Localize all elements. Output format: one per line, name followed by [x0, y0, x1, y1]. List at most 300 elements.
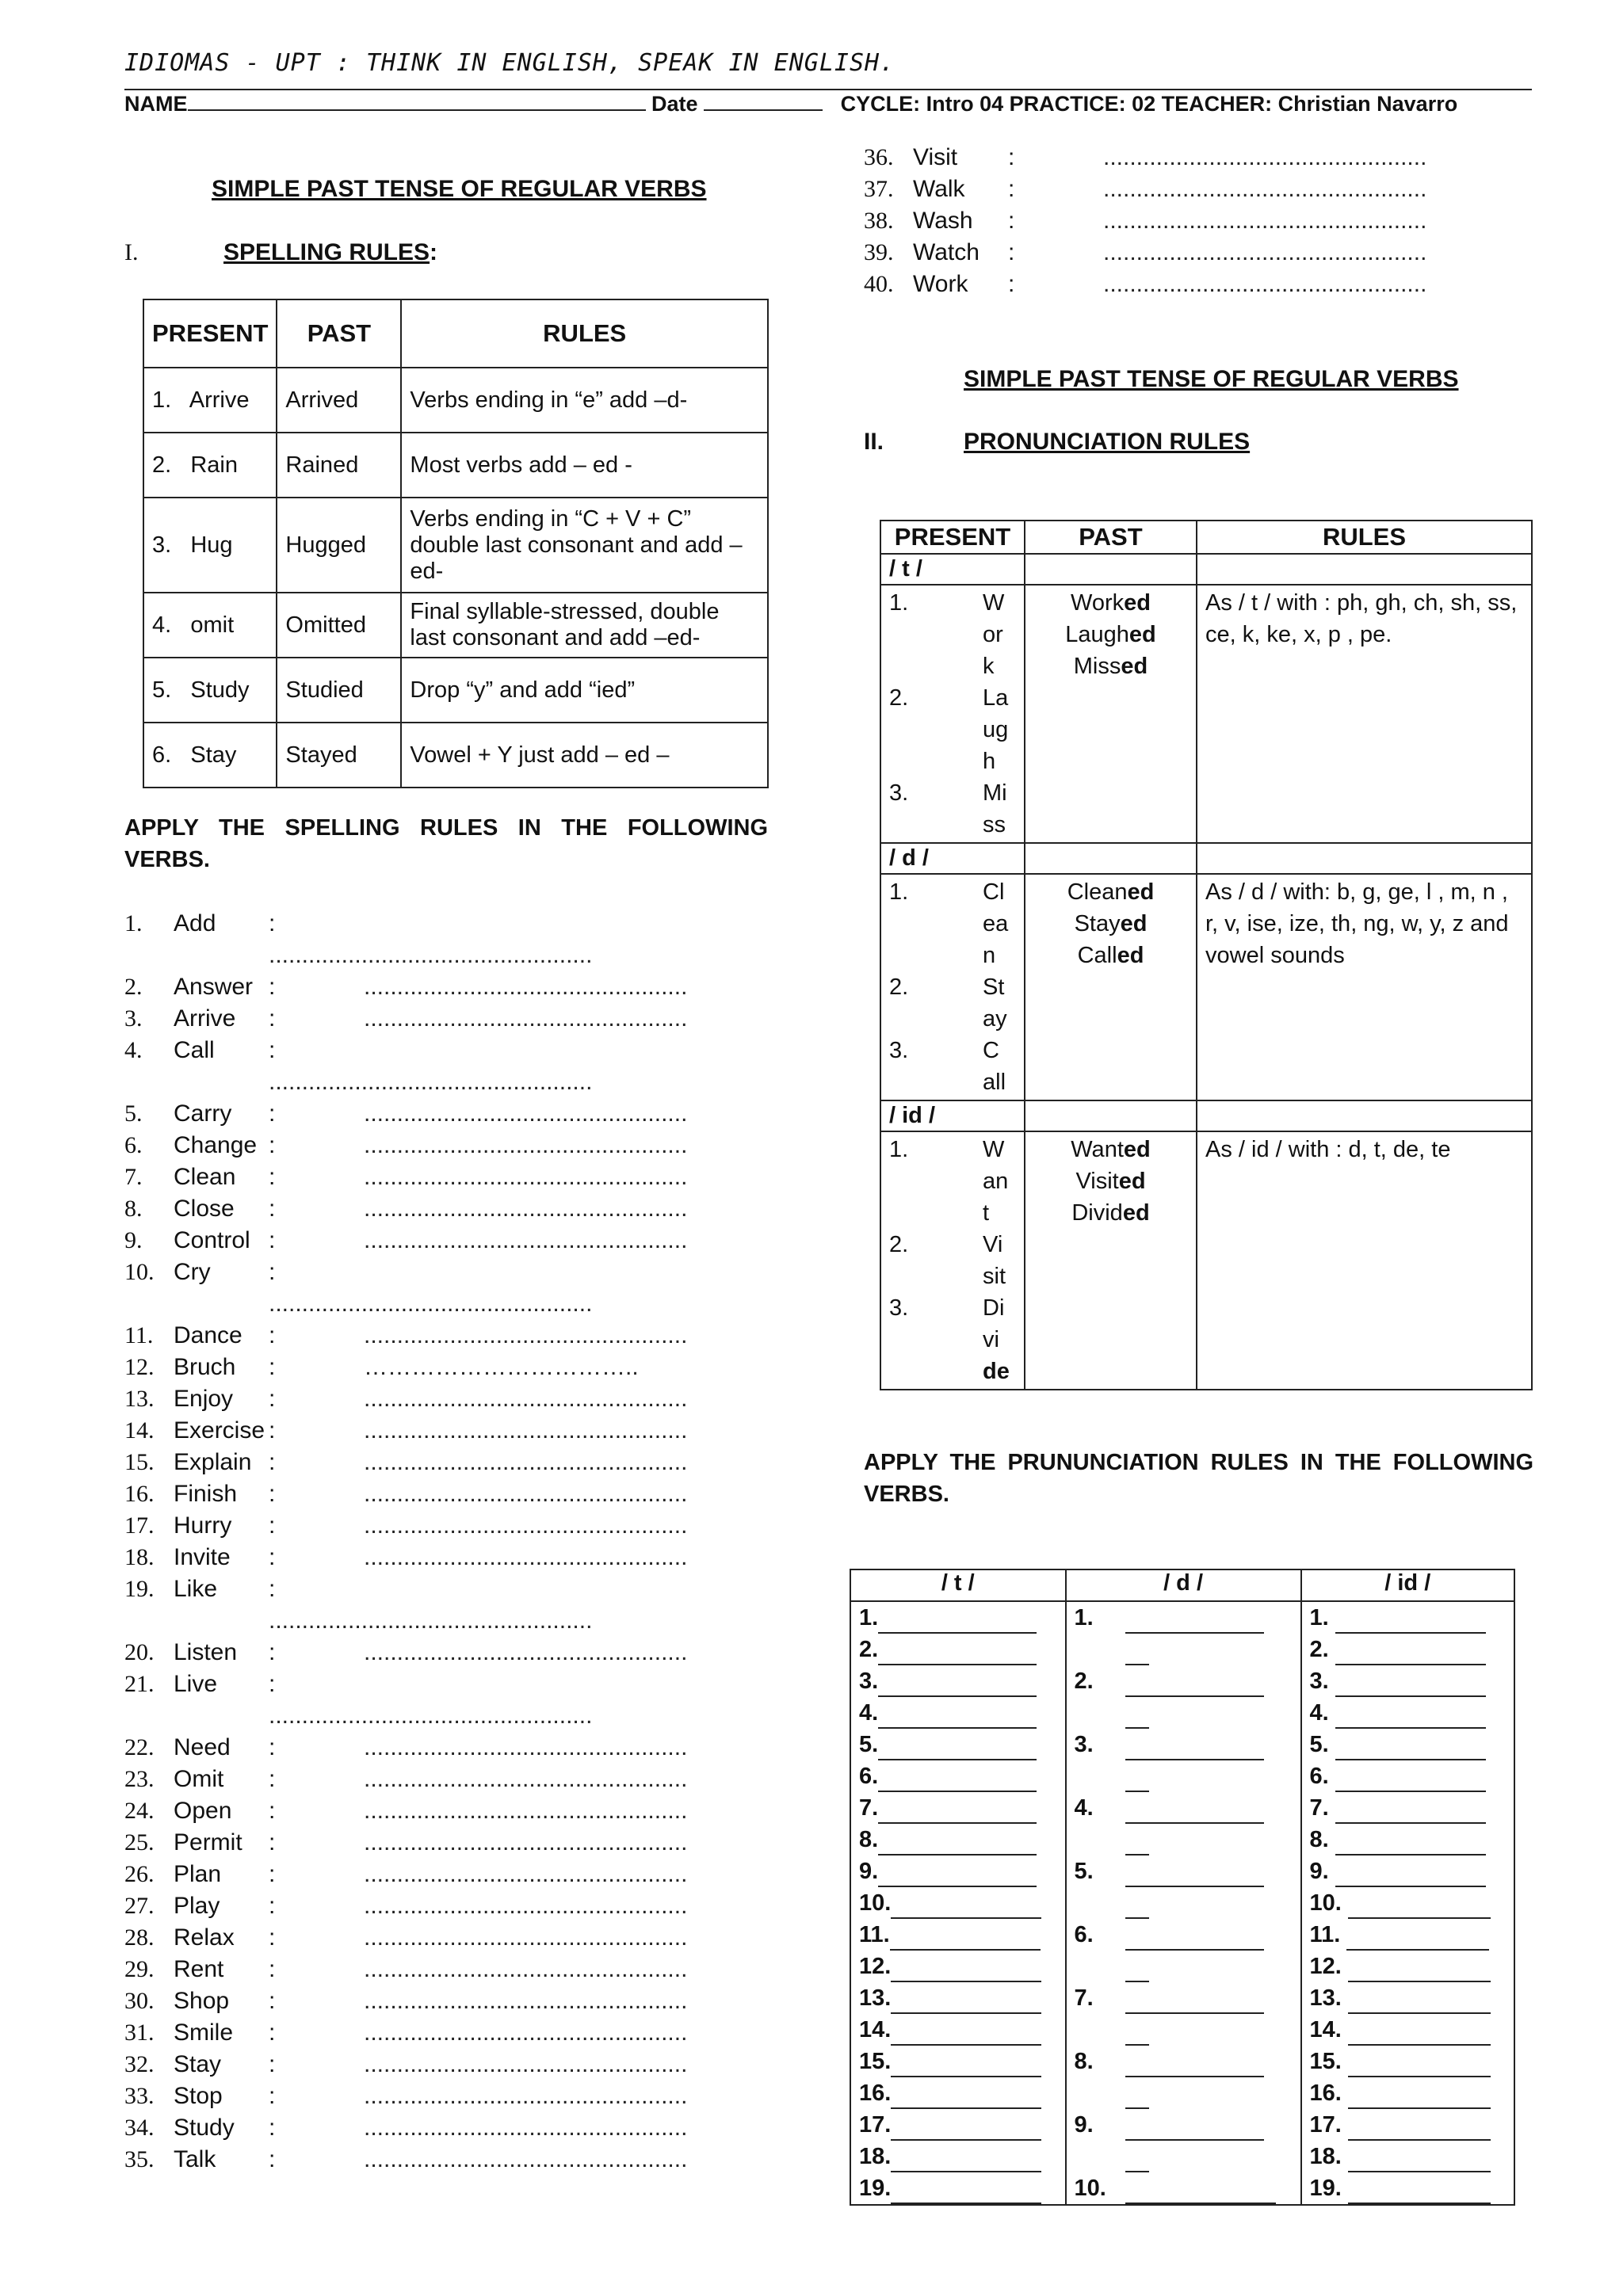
word-fragment: vi: [983, 1327, 999, 1352]
present-cell: [880, 1131, 1025, 1390]
answer-blank[interactable]: [878, 1862, 1037, 1887]
answer-blank[interactable]: [1125, 2147, 1149, 2172]
answer-blank[interactable]: .................................................: [364, 1893, 688, 1919]
answer-number: 2.: [1309, 1637, 1335, 1662]
answer-line: [859, 1634, 1057, 1665]
answer-blank[interactable]: .................................................: [364, 1924, 688, 1951]
row-number: 4.: [152, 612, 172, 638]
answer-blank[interactable]: .................................................: [364, 2051, 688, 2077]
present-cell: [143, 433, 277, 498]
colon: :: [269, 1671, 276, 1697]
present-cell: [880, 874, 1025, 1100]
answer-blank[interactable]: .................................................: [1103, 176, 1427, 202]
answer-line-wrap: [1075, 2077, 1293, 2109]
verb-number: 16.: [124, 1481, 155, 1507]
answer-blank[interactable]: [891, 1989, 1041, 2014]
spacer: [889, 1324, 983, 1356]
answer-blank[interactable]: .................................................: [364, 1132, 688, 1158]
present-cell: [143, 658, 277, 723]
header-rules: RULES: [1197, 521, 1532, 554]
list-item: [124, 1573, 687, 1605]
ending: ed: [1118, 1169, 1146, 1194]
answer-blank[interactable]: .................................................: [364, 974, 688, 1000]
list-item: [124, 1225, 687, 1257]
answer-blank[interactable]: [891, 2052, 1041, 2077]
answer-blank[interactable]: [1125, 1989, 1264, 2014]
answer-blank[interactable]: .................................................: [364, 2083, 688, 2109]
answer-blank[interactable]: .................................................: [269, 1291, 593, 1317]
answer-blank[interactable]: [1125, 2179, 1276, 2204]
empty-cell: [1197, 1100, 1532, 1131]
spacer: [889, 650, 983, 682]
answer-number: 15.: [859, 2049, 892, 2074]
past-cell: [1025, 585, 1197, 843]
answer-number: 9.: [859, 1859, 879, 1884]
list-item: [124, 1954, 687, 1985]
answer-blank[interactable]: [891, 1894, 1041, 1919]
answer-blank[interactable]: [891, 2147, 1041, 2172]
verb-number: 21.: [124, 1671, 155, 1697]
answer-blank[interactable]: [891, 2084, 1041, 2109]
answer-number: 13.: [859, 1985, 892, 2011]
empty-cell: [1025, 554, 1197, 585]
verb-number: 36.: [864, 144, 894, 170]
answer-blank[interactable]: [1335, 1767, 1486, 1792]
verb-list-left: [124, 908, 687, 2176]
answer-blank[interactable]: [1125, 2084, 1149, 2109]
spacer: [889, 1197, 983, 1229]
verb-number: 10.: [124, 1259, 155, 1285]
list-item: [124, 1003, 687, 1035]
word-fragment: sit: [983, 1264, 1006, 1289]
verb-number: 25.: [124, 1829, 155, 1855]
present-cell: [143, 723, 277, 788]
row-number: 2.: [152, 452, 172, 478]
answer-blank[interactable]: [890, 1925, 1041, 1951]
verb-word: Bruch: [174, 1354, 236, 1380]
table-row: [880, 585, 1532, 843]
section-one-title: [223, 239, 437, 266]
empty-cell: [1025, 1100, 1197, 1131]
rule-cell: Verbs ending in “e” add –d-: [401, 368, 768, 433]
colon: :: [269, 2146, 276, 2172]
answer-blank[interactable]: [1125, 1830, 1149, 1855]
present-cell: [143, 593, 277, 658]
verb-number: 31.: [124, 2019, 155, 2046]
answer-blank[interactable]: .................................................: [364, 1322, 688, 1348]
verb-word: Invite: [174, 1544, 231, 1570]
word-fragment: Mi: [983, 780, 1007, 806]
answer-blank[interactable]: [1125, 1862, 1264, 1887]
answer-blank[interactable]: [1125, 2115, 1264, 2141]
answer-line: [859, 2046, 1057, 2077]
spacer: [889, 1003, 983, 1035]
answer-blank[interactable]: .................................................: [1103, 144, 1427, 170]
answer-blank[interactable]: [1335, 1735, 1486, 1760]
spelling-rules-title: SPELLING RULES: [223, 239, 430, 265]
word-fragment: St: [983, 974, 1005, 1000]
answer-blank[interactable]: .................................................: [364, 1386, 688, 1412]
list-item: [124, 908, 687, 940]
verb-word: Talk: [174, 2146, 216, 2172]
answer-blank[interactable]: [1348, 1989, 1491, 2014]
answer-blank[interactable]: .................................................: [364, 1988, 688, 2014]
table-row: [143, 593, 768, 658]
past-cell: Studied: [277, 658, 401, 723]
answer-blank[interactable]: [1335, 1798, 1486, 1824]
colon: :: [269, 1639, 276, 1665]
row-number: 1.: [889, 1137, 909, 1162]
answer-blank[interactable]: [1348, 2084, 1491, 2109]
verb-word: Wash: [913, 208, 973, 234]
rule-cell: Final syllable-stressed, double last consonant and add –ed-: [401, 593, 768, 658]
list-item: [124, 1795, 687, 1827]
answer-blank[interactable]: .................................................: [364, 1861, 688, 1887]
past-form: Laughed: [1065, 622, 1156, 647]
verb-word: Arrive: [174, 1005, 236, 1032]
list-item: [124, 2081, 687, 2112]
answer-blank[interactable]: .................................................: [364, 1512, 688, 1539]
answer-blank[interactable]: [1348, 2115, 1491, 2141]
answer-blank[interactable]: [1348, 1894, 1491, 1919]
verb-word: Open: [174, 1798, 232, 1824]
ending: ed: [1123, 1137, 1151, 1162]
row-number: 3.: [889, 780, 909, 806]
answer-line: [1075, 1729, 1293, 1760]
spelling-rules-table: [143, 299, 769, 788]
answer-blank[interactable]: .................................................: [364, 1766, 688, 1792]
answer-line: [1075, 1982, 1293, 2014]
list-item: [124, 1827, 687, 1859]
list-item: [124, 1447, 687, 1478]
present-verb: Arrive: [189, 387, 250, 413]
verb-word: Finish: [174, 1481, 238, 1507]
colon: :: [269, 1227, 276, 1253]
present-verb: Study: [190, 677, 250, 703]
colon: :: [269, 1924, 276, 1951]
answer-line: [1310, 2046, 1506, 2077]
answer-blank[interactable]: [1348, 1957, 1491, 1982]
answer-blank[interactable]: [1335, 1862, 1486, 1887]
row-number: 1.: [889, 590, 909, 616]
answer-number: 15.: [1309, 2049, 1348, 2074]
answer-number: 5.: [1074, 1859, 1094, 1884]
present-cell: [143, 498, 277, 593]
colon: :: [269, 1164, 276, 1190]
answer-line: [1075, 2109, 1293, 2141]
answer-line: [859, 1760, 1057, 1792]
answer-blank[interactable]: [878, 1798, 1037, 1824]
answer-header-t: / t /: [850, 1569, 1066, 1601]
group-label-row: [880, 1100, 1532, 1131]
answer-blank[interactable]: .................................................: [364, 1829, 688, 1855]
answer-line: [1310, 1697, 1506, 1729]
answer-blank[interactable]: .................................................: [1103, 239, 1427, 265]
apply-spelling-instruction: APPLY THE SPELLING RULES IN THE FOLLOWING VERBS.: [124, 815, 768, 872]
answer-line: [1310, 2172, 1506, 2204]
answer-blank[interactable]: .................................................: [364, 1196, 688, 1222]
answer-number: 6.: [1074, 1922, 1094, 1947]
answer-line: [859, 2077, 1057, 2109]
course-info: CYCLE: Intro 04 PRACTICE: 02 TEACHER: Christian Navarro: [840, 92, 1458, 116]
answer-line: [859, 1951, 1057, 1982]
answer-blank[interactable]: [1125, 1767, 1149, 1792]
answer-number: 9.: [1309, 1859, 1335, 1884]
answer-blank[interactable]: [1125, 1672, 1264, 1697]
word-fragment: all: [983, 1070, 1006, 1095]
name-blank[interactable]: [188, 109, 646, 111]
verb-number: 13.: [124, 1386, 155, 1412]
colon: :: [269, 1322, 276, 1348]
answer-number: 18.: [1309, 2144, 1348, 2169]
past-cell: [1025, 874, 1197, 1100]
colon: :: [269, 1196, 276, 1222]
answer-blank[interactable]: [1125, 1925, 1264, 1951]
list-item: [124, 1890, 687, 1922]
answer-number: 5.: [859, 1732, 879, 1757]
empty-cell: [1197, 843, 1532, 874]
answer-line: [1075, 2046, 1293, 2077]
answer-line: [1310, 2077, 1506, 2109]
header-present: PRESENT: [880, 521, 1025, 554]
answer-line: [859, 1824, 1057, 1855]
answer-column-id: [1301, 1601, 1514, 2205]
answer-blank[interactable]: .................................................: [364, 1481, 688, 1507]
verb-number: 40.: [864, 271, 894, 297]
answer-blank[interactable]: .................................................: [1103, 208, 1427, 234]
answer-blank[interactable]: [878, 1830, 1037, 1855]
verb-word: Walk: [913, 176, 965, 202]
answer-line: [1310, 1824, 1506, 1855]
verb-word: Call: [174, 1037, 215, 1063]
verb-word: Plan: [174, 1861, 222, 1887]
verb-word: Clean: [174, 1164, 236, 1190]
answer-blank[interactable]: .................................................: [269, 942, 593, 968]
group-label: / d /: [880, 843, 1025, 874]
answer-blank[interactable]: .................................................: [364, 2146, 688, 2172]
answer-blank[interactable]: ……………………………..: [364, 1354, 639, 1380]
answer-blank[interactable]: .................................................: [364, 1005, 688, 1032]
answer-blank[interactable]: [1125, 1957, 1149, 1982]
answer-blank[interactable]: [1335, 1703, 1486, 1729]
list-item: [124, 1098, 687, 1130]
word-fragment: ay: [983, 1006, 1007, 1032]
word-fragment: Vi: [983, 1232, 1003, 1257]
colon: :: [269, 1798, 276, 1824]
verb-word: Relax: [174, 1924, 235, 1951]
table-row: [880, 1131, 1532, 1390]
ending: ed: [1121, 654, 1148, 679]
rule-cell: As / t / with : ph, gh, ch, sh, ss, ce, k, ke, x, p , pe.: [1197, 585, 1532, 843]
answer-blank[interactable]: [891, 1957, 1041, 1982]
answer-number: 8.: [1074, 2049, 1094, 2074]
word-fragment: W: [983, 1137, 1005, 1162]
answer-blank[interactable]: .................................................: [364, 1100, 688, 1127]
header-fields: [124, 92, 1457, 116]
answer-line: [1310, 1982, 1506, 2014]
verb-number: 4.: [124, 1037, 143, 1063]
pronunciation-rules-title: PRONUNCIATION RULES: [964, 429, 1251, 455]
colon: :: [269, 1386, 276, 1412]
answer-blank[interactable]: [1125, 1608, 1264, 1634]
answer-blank[interactable]: .................................................: [269, 1608, 593, 1634]
header-past: PAST: [277, 299, 401, 368]
answer-blank[interactable]: .................................................: [364, 1734, 688, 1760]
verb-number: 1.: [124, 910, 143, 936]
verb-word: Watch: [913, 239, 980, 265]
answer-blank[interactable]: [878, 1735, 1037, 1760]
answer-blank[interactable]: .................................................: [364, 2019, 688, 2046]
row-number: 3.: [889, 1038, 909, 1063]
answer-blank[interactable]: .................................................: [364, 1449, 688, 1475]
answer-blank[interactable]: [1125, 1798, 1264, 1824]
answer-blank[interactable]: .................................................: [269, 1069, 593, 1095]
verb-word: Shop: [174, 1988, 230, 2014]
answer-blank[interactable]: .................................................: [364, 1227, 688, 1253]
answer-blank[interactable]: .................................................: [364, 1417, 688, 1444]
answer-blank[interactable]: [878, 1672, 1037, 1697]
apply-pronunciation-instruction: APPLY THE PRUNUNCIATION RULES IN THE FOLLOWING VERBS.: [864, 1450, 1533, 1507]
answer-line: [1310, 1792, 1506, 1824]
answer-blank[interactable]: [891, 2020, 1041, 2046]
word-fragment: t: [983, 1200, 990, 1226]
rule-cell: Drop “y” and add “ied”: [401, 658, 768, 723]
answer-blank[interactable]: .................................................: [364, 2115, 688, 2141]
verb-word: Visit: [913, 144, 958, 170]
answer-blank[interactable]: [878, 1608, 1037, 1634]
colon: :: [269, 1956, 276, 1982]
answer-blank[interactable]: .................................................: [364, 1544, 688, 1570]
answer-number: 7.: [1074, 1985, 1094, 2011]
answer-number: 3.: [1309, 1669, 1335, 1694]
date-blank[interactable]: [704, 109, 823, 111]
answer-blank[interactable]: [1125, 1735, 1264, 1760]
answer-line: [1075, 1602, 1293, 1634]
answer-blank[interactable]: [1125, 1640, 1149, 1665]
answer-number: 10.: [1074, 2176, 1106, 2201]
list-item: [864, 237, 1426, 269]
verb-number: 18.: [124, 1544, 155, 1570]
banner-title: IDIOMAS - UPT : THINK IN ENGLISH, SPEAK IN ENGLISH.: [124, 49, 896, 77]
answer-blank[interactable]: [1348, 2052, 1491, 2077]
answer-blank[interactable]: [1335, 1672, 1486, 1697]
answer-blank[interactable]: [1348, 2147, 1491, 2172]
colon: :: [269, 1734, 276, 1760]
colon: :: [269, 1988, 276, 2014]
answer-blank[interactable]: [1335, 1830, 1486, 1855]
answer-number: 10.: [1309, 1890, 1348, 1916]
verb-word: Live: [174, 1671, 218, 1697]
verb-number: 19.: [124, 1576, 155, 1602]
spacer: [889, 940, 983, 971]
rule-cell: Most verbs add – ed -: [401, 433, 768, 498]
colon: :: [269, 1037, 276, 1063]
list-item: [864, 205, 1426, 237]
answer-number: 2.: [1074, 1669, 1094, 1694]
answer-number: 14.: [859, 2017, 892, 2042]
answer-blank[interactable]: [1125, 2020, 1149, 2046]
answer-line: [859, 2172, 1057, 2204]
answer-blank[interactable]: [1335, 1608, 1486, 1634]
answer-blank[interactable]: [891, 2115, 1041, 2141]
present-cell: [143, 368, 277, 433]
answer-line: [1075, 1665, 1293, 1697]
verb-number: 7.: [124, 1164, 143, 1190]
table-row: [143, 433, 768, 498]
answer-number: 7.: [859, 1795, 879, 1821]
answer-number: 4.: [1309, 1700, 1335, 1726]
list-item: [124, 1478, 687, 1510]
verb-number: 2.: [124, 974, 143, 1000]
answer-line: [859, 1697, 1057, 1729]
answer-blank[interactable]: [878, 1703, 1037, 1729]
verb-word: Change: [174, 1132, 258, 1158]
answer-line: [1310, 1951, 1506, 1982]
verb-word: Study: [174, 2115, 235, 2141]
answer-number: 11.: [859, 1922, 890, 1947]
answer-blank[interactable]: .................................................: [1103, 271, 1427, 297]
answer-line: [859, 1792, 1057, 1824]
colon: :: [269, 1576, 276, 1602]
present-verb: Hug: [190, 532, 233, 558]
present-fragments: [889, 587, 1016, 841]
word-fragment: or: [983, 622, 1003, 647]
answer-blank[interactable]: [1346, 1925, 1489, 1951]
answer-number: 14.: [1309, 2017, 1348, 2042]
colon: :: [269, 2019, 276, 2046]
answer-line: [1310, 1729, 1506, 1760]
answer-blank[interactable]: .................................................: [364, 1639, 688, 1665]
answer-blank[interactable]: [891, 2179, 1041, 2204]
colon: :: [269, 1544, 276, 1570]
answer-blank[interactable]: [1125, 1894, 1149, 1919]
answer-blank[interactable]: .................................................: [364, 1956, 688, 1982]
word-fragment: Cl: [983, 879, 1005, 905]
verb-number: 23.: [124, 1766, 155, 1792]
spacer: [889, 1261, 983, 1292]
answer-blank[interactable]: [1335, 1640, 1486, 1665]
answer-number: 19.: [1309, 2176, 1348, 2201]
verb-word: Carry: [174, 1100, 232, 1127]
answer-blank[interactable]: [878, 1640, 1037, 1665]
answer-blank[interactable]: .................................................: [364, 1798, 688, 1824]
answer-line: [1310, 1602, 1506, 1634]
answer-blank[interactable]: [1348, 2179, 1491, 2204]
left-title: SIMPLE PAST TENSE OF REGULAR VERBS: [212, 176, 707, 202]
colon: :: [1008, 144, 1015, 170]
table-row: [143, 498, 768, 593]
answer-line: [1310, 1665, 1506, 1697]
verb-word: Add: [174, 910, 216, 936]
answer-number: 18.: [859, 2144, 892, 2169]
answer-blank[interactable]: [1348, 2020, 1491, 2046]
answer-blank[interactable]: .................................................: [269, 1703, 593, 1729]
colon: :: [269, 1259, 276, 1285]
answer-line-wrap: [1075, 1824, 1293, 1855]
present-verb: Stay: [190, 742, 237, 768]
answer-number: 8.: [859, 1827, 879, 1852]
ending: ed: [1122, 1200, 1150, 1226]
colon: :: [269, 1893, 276, 1919]
answer-blank[interactable]: [878, 1767, 1037, 1792]
list-item: [124, 1510, 687, 1542]
past-cell: Arrived: [277, 368, 401, 433]
table-row: [143, 368, 768, 433]
answer-blank[interactable]: [1125, 2052, 1264, 2077]
answer-blank[interactable]: [1125, 1703, 1149, 1729]
row-number: 6.: [152, 742, 172, 768]
answer-blank[interactable]: .................................................: [364, 1164, 688, 1190]
